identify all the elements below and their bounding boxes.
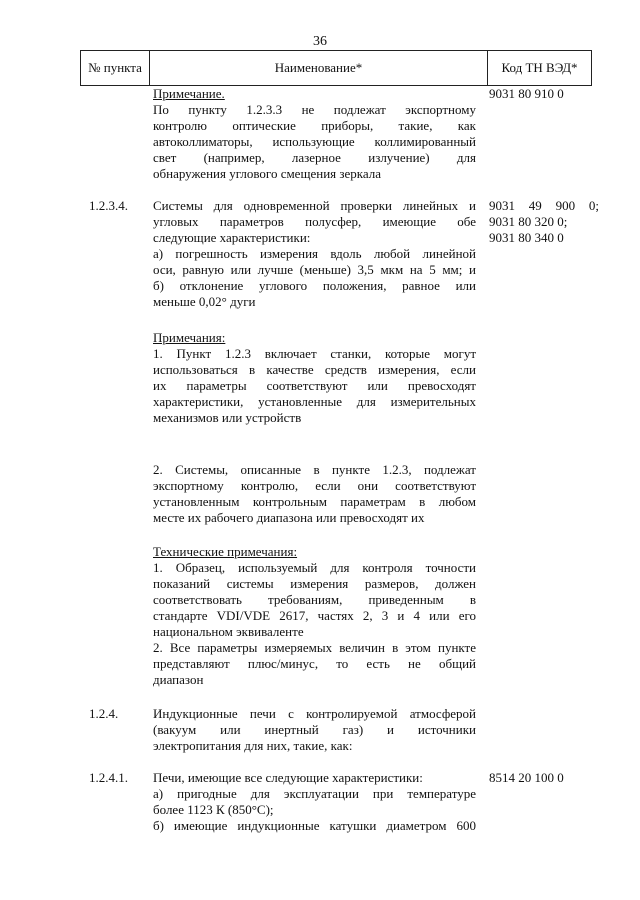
- item-1241-code: 8514 20 100 0: [489, 770, 564, 785]
- note-top-line: обнаружения углового смещения зеркала: [153, 166, 382, 181]
- item-1241-text: [153, 770, 476, 834]
- tech-note-line: стандарте VDI/VDE 2617, частях 2, 3 и 4 или его: [153, 608, 476, 623]
- note-line: использоваться в качестве средств измерения, если: [153, 362, 476, 377]
- item-line: более 1123 К (850°С);: [153, 802, 274, 817]
- note-line: установленным контрольным параметрам в любом: [153, 494, 476, 509]
- item-number-1241: 1.2.4.1.: [89, 770, 128, 785]
- item-number-1234: 1.2.3.4.: [89, 198, 128, 213]
- note-line: экспортному контролю, если они соответствуют: [153, 478, 476, 493]
- code-line: 9031 80 340 0: [489, 230, 564, 245]
- note-line: их параметры соответствуют или превосходят: [153, 378, 476, 393]
- item-line: Системы для одновременной проверки линейных и: [153, 198, 476, 213]
- tech-note-line: показаний системы измерения размеров, должен: [153, 576, 476, 591]
- item-line: (вакуум или инертный газ) и источники: [153, 722, 476, 737]
- note-line: 1. Пункт 1.2.3 включает станки, которые могут: [153, 346, 476, 361]
- item-line: оси, равную или лучше (меньше) 3,5 мкм на 5 мм; и: [153, 262, 476, 277]
- note-top-line: автоколлиматоры, использующие коллимированный: [153, 134, 476, 149]
- item-1234-codes: [489, 198, 599, 246]
- item-line: б) отклонение углового положения, равное или: [153, 278, 476, 293]
- item-124-text: [153, 706, 476, 754]
- item-number-124: 1.2.4.: [89, 706, 119, 721]
- note-line: месте их рабочего диапазона или превосходят их: [153, 510, 425, 525]
- item-line: а) пригодные для эксплуатации при температуре: [153, 786, 476, 801]
- code-line: 9031 49 900 0;: [489, 198, 599, 213]
- tech-notes-title: Технические примечания:: [153, 544, 298, 559]
- tech-note-line: диапазон: [153, 672, 204, 687]
- code-line: 9031 80 320 0;: [489, 214, 568, 229]
- note-top-line: свет (например, лазерное излучение) для: [153, 150, 476, 165]
- tech-note-line: 1. Образец, используемый для контроля точности: [153, 560, 476, 575]
- item-line: угловых параметров полусфер, имеющие обе: [153, 214, 476, 229]
- notes-2: [153, 462, 476, 526]
- note-top-title: Примечание.: [153, 86, 225, 101]
- item-line: электропитания для них, такие, как:: [153, 738, 353, 753]
- tech-note-line: 2. Все параметры измеряемых величин в этом пункте: [153, 640, 476, 655]
- item-line: б) имеющие индукционные катушки диаметром 600: [153, 818, 476, 833]
- table-header: [80, 50, 592, 86]
- tech-note-line: соответствовать требованиям, приведенным в: [153, 592, 476, 607]
- note-line: характеристики, установленные для измерительных: [153, 394, 476, 409]
- header-name: Наименование*: [150, 51, 488, 85]
- note-line: 2. Системы, описанные в пункте 1.2.3, подлежат: [153, 462, 476, 477]
- notes-title: Примечания:: [153, 330, 226, 345]
- tech-notes: [153, 544, 476, 688]
- note-line: механизмов или устройств: [153, 410, 302, 425]
- item-line: а) погрешность измерения вдоль любой линейной: [153, 246, 476, 261]
- tech-note-line: национальном эквиваленте: [153, 624, 304, 639]
- page-number: 36: [313, 34, 327, 49]
- item-line: следующие характеристики:: [153, 230, 311, 245]
- notes: [153, 330, 476, 426]
- note-top: [153, 86, 476, 182]
- item-1234-text: [153, 198, 476, 310]
- note-top-line: По пункту 1.2.3.3 не подлежат экспортному: [153, 102, 476, 117]
- note-top-line: контролю оптические приборы, такие, как: [153, 118, 476, 133]
- tech-note-line: представляют плюс/минус, то есть не общий: [153, 656, 476, 671]
- header-code: Код ТН ВЭД*: [501, 60, 578, 75]
- item-line: Индукционные печи с контролируемой атмосферой: [153, 706, 476, 721]
- item-line: меньше 0,02° дуги: [153, 294, 256, 309]
- header-item-number: № пункта: [81, 51, 150, 85]
- note-top-code: 9031 80 910 0: [489, 86, 564, 101]
- item-line: Печи, имеющие все следующие характеристики:: [153, 770, 423, 785]
